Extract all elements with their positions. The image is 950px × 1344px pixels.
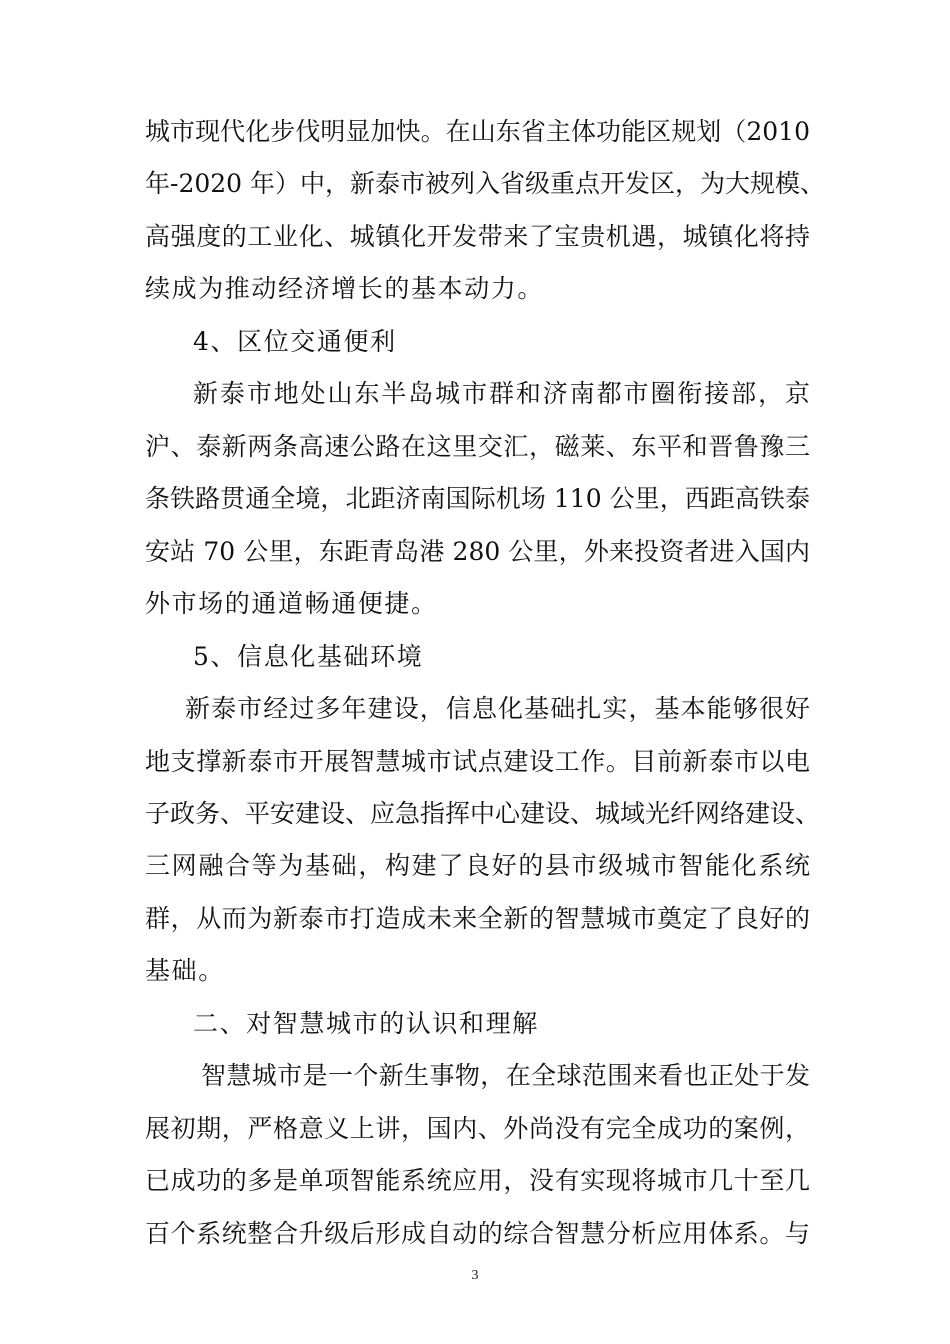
text-line: 群，从而为新泰市打造成未来全新的智慧城市奠定了良好的: [145, 904, 810, 933]
section-heading: 二、对智慧城市的认识和理解: [193, 1009, 539, 1038]
text-line: 地支撑新泰市开展智慧城市试点建设工作。目前新泰市以电: [145, 747, 810, 776]
section-heading: 4、区位交通便利: [193, 327, 397, 356]
text-line: 条铁路贯通全境，北距济南国际机场 110 公里，西距高铁泰: [145, 484, 810, 513]
text-line: 百个系统整合升级后形成自动的综合智慧分析应用体系。与: [145, 1219, 810, 1248]
text-line: 外市场的通道畅通便捷。: [145, 589, 438, 618]
paragraph-first-line: 智慧城市是一个新生事物，在全球范围来看也正处于发: [201, 1061, 810, 1090]
text-line: 沪、泰新两条高速公路在这里交汇，磁莱、东平和晋鲁豫三: [145, 432, 810, 461]
text-line: 高强度的工业化、城镇化开发带来了宝贵机遇，城镇化将持: [145, 222, 810, 251]
text-line: 子政务、平安建设、应急指挥中心建设、城域光纤网络建设、: [145, 799, 821, 828]
text-line: 年-2020 年）中，新泰市被列入省级重点开发区，为大规模、: [145, 169, 826, 198]
paragraph-first-line: 新泰市经过多年建设，信息化基础扎实，基本能够很好: [185, 694, 810, 723]
text-line: 基础。: [145, 956, 225, 985]
text-line: 安站 70 公里，东距青岛港 280 公里，外来投资者进入国内: [145, 537, 810, 566]
text-line: 展初期，严格意义上讲，国内、外尚没有完全成功的案例，: [145, 1114, 810, 1143]
text-line: 已成功的多是单项智能系统应用，没有实现将城市几十至几: [145, 1166, 810, 1195]
page-number: 3: [471, 1268, 479, 1283]
paragraph-first-line: 新泰市地处山东半岛城市群和济南都市圈衔接部，京: [193, 379, 810, 408]
text-line: 续成为推动经济增长的基本动力。: [145, 274, 545, 303]
text-line: 三网融合等为基础，构建了良好的县市级城市智能化系统: [145, 851, 810, 880]
text-line: 城市现代化步伐明显加快。在山东省主体功能区规划（2010: [145, 117, 810, 146]
section-heading: 5、信息化基础环境: [193, 642, 424, 671]
